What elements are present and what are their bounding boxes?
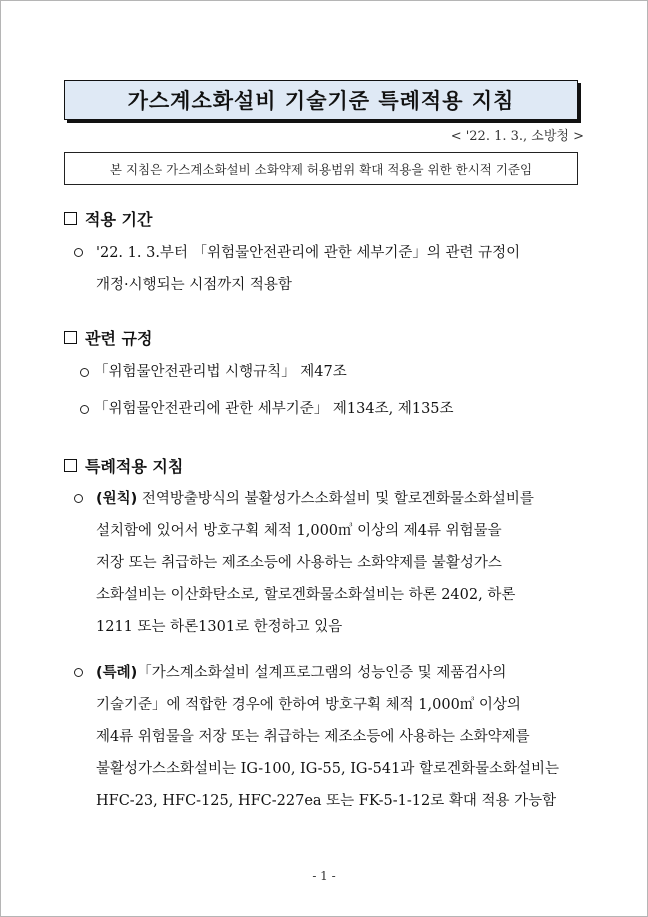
checkbox-square-icon xyxy=(64,331,77,344)
date-issuer-line: < '22. 1. 3., 소방청 > xyxy=(450,129,584,144)
circle-bullet-icon xyxy=(74,248,83,257)
list-item xyxy=(94,393,594,425)
paragraph-line xyxy=(96,483,596,515)
rule-label: (원칙) xyxy=(96,491,138,507)
list-item xyxy=(96,657,596,817)
circle-bullet-icon xyxy=(80,405,89,414)
section-heading-label: 특례적용 지침 xyxy=(85,457,184,476)
list-item xyxy=(96,237,596,301)
document-title: 가스계소화설비 기술기준 특례적용 지침 xyxy=(64,80,578,120)
list-item xyxy=(96,483,596,643)
paragraph-text: 전역방출방식의 불활성가스소화설비 및 할로겐화물소화설비를 xyxy=(137,491,534,507)
notice-box: 본 지침은 가스계소화설비 소화약제 허용범위 확대 적용을 위한 한시적 기준임 xyxy=(64,152,578,185)
section-heading-guidelines xyxy=(64,454,183,477)
paragraph-text: 「가스계소화설비 설계프로그램의 성능인증 및 제품검사의 xyxy=(137,665,507,681)
paragraph-line: '22. 1. 3.부터 「위험물안전관리에 관한 세부기준」의 관련 규정이 xyxy=(96,245,521,261)
paragraph-line: 소화설비는 이산화탄소로, 할로겐화물소화설비는 하론 2402, 하론 xyxy=(96,587,516,603)
paragraph-line: 「위험물안전관리에 관한 세부기준」 제134조, 제135조 xyxy=(94,401,454,417)
list-item xyxy=(94,356,594,388)
paragraph-line: 제4류 위험물을 저장 또는 취급하는 제조소등에 사용하는 소화약제를 xyxy=(96,729,530,745)
checkbox-square-icon xyxy=(64,212,77,225)
circle-bullet-icon xyxy=(80,368,89,377)
circle-bullet-icon xyxy=(74,668,83,677)
paragraph-line: 기술기준」에 적합한 경우에 한하여 방호구획 체적 1,000㎥ 이상의 xyxy=(96,697,521,713)
paragraph-line: 개정·시행되는 시점까지 적용함 xyxy=(96,277,292,293)
paragraph-line xyxy=(96,657,596,689)
paragraph-line: HFC-23, HFC-125, HFC-227ea 또는 FK-5-1-12로 확대 적용 가능함 xyxy=(96,793,557,809)
paragraph-line: 설치함에 있어서 방호구획 체적 1,000㎥ 이상의 제4류 위험물을 xyxy=(96,523,502,539)
section-heading-label: 관련 규정 xyxy=(85,329,153,348)
section-heading-regulations xyxy=(64,326,152,349)
paragraph-line: 1211 또는 하론1301로 한정하고 있음 xyxy=(96,619,343,635)
page-number: - 1 - xyxy=(312,869,336,883)
section-heading-label: 적용 기간 xyxy=(85,210,153,229)
paragraph-line: 저장 또는 취급하는 제조소등에 사용하는 소화약제를 불활성가스 xyxy=(96,555,502,571)
rule-label: (특례) xyxy=(96,665,138,681)
paragraph-line: 불활성가스소화설비는 IG-100, IG-55, IG-541과 할로겐화물소화설비는 xyxy=(96,761,560,777)
paragraph-line: 「위험물안전관리법 시행규칙」 제47조 xyxy=(94,364,347,380)
circle-bullet-icon xyxy=(74,494,83,503)
checkbox-square-icon xyxy=(64,459,77,472)
section-heading-period xyxy=(64,207,152,230)
